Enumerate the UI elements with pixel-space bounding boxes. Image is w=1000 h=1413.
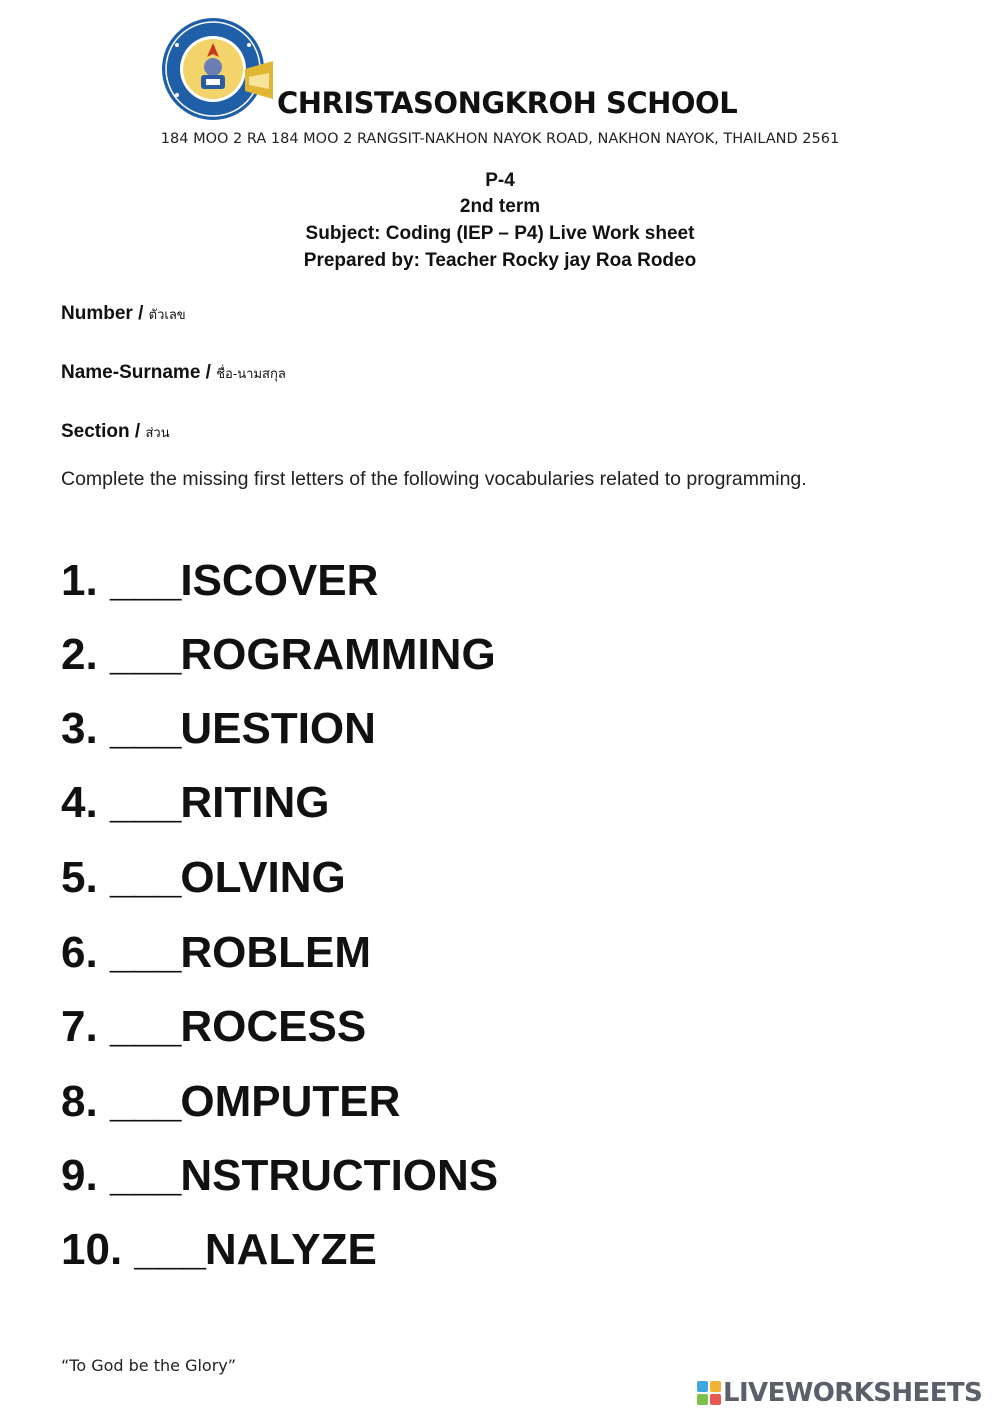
vocab-blank[interactable]: ___ [109, 853, 181, 902]
vocab-blank[interactable]: ___ [109, 928, 181, 977]
vocab-item-9 [61, 1151, 498, 1201]
vocab-word: NSTRUCTIONS [180, 1151, 499, 1200]
vocab-item-5 [61, 853, 346, 903]
vocab-blank[interactable]: ___ [109, 778, 181, 827]
number-field [61, 303, 186, 325]
vocab-word: ROGRAMMING [180, 630, 496, 679]
vocab-number: 3. [61, 704, 98, 753]
section-field [61, 421, 170, 443]
vocab-number: 2. [61, 630, 98, 679]
vocab-number: 8. [61, 1077, 98, 1126]
section-field-thai: ส่วน [145, 426, 170, 441]
liveworksheets-brand-text: LIVEWORKSHEETS [723, 1378, 983, 1408]
vocab-blank[interactable]: ___ [109, 1002, 181, 1051]
school-address: 184 MOO 2 RA 184 MOO 2 RANGSIT-NAKHON NAYOK ROAD, NAKHON NAYOK, THAILAND 2561 [160, 131, 840, 147]
name-surname-field-thai: ชื่อ-นามสกุล [216, 367, 286, 382]
vocab-word: NALYZE [204, 1225, 377, 1274]
vocab-item-8 [61, 1077, 400, 1127]
name-surname-field [61, 362, 286, 384]
vocab-word: UESTION [180, 704, 376, 753]
vocab-number: 1. [61, 556, 98, 605]
section-field-label: Section / [61, 421, 141, 442]
vocab-blank[interactable]: ___ [109, 630, 181, 679]
vocab-number: 6. [61, 928, 98, 977]
term-label: 2nd term [459, 196, 541, 217]
vocab-word: ROCESS [180, 1002, 367, 1051]
vocab-blank[interactable]: ___ [109, 704, 181, 753]
grade-label: P-4 [485, 170, 515, 191]
vocab-number: 10. [61, 1225, 123, 1274]
prepared-by-label: Prepared by: Teacher Rocky jay Roa Rodeo [303, 250, 697, 271]
vocab-number: 5. [61, 853, 98, 902]
vocab-word: ROBLEM [180, 928, 372, 977]
liveworksheets-brand [697, 1378, 982, 1408]
vocab-number: 4. [61, 778, 98, 827]
instructions: Complete the missing first letters of the following vocabularies related to programming. [61, 468, 807, 490]
vocab-item-4 [61, 778, 329, 828]
vocab-item-3 [61, 704, 376, 754]
vocab-blank[interactable]: ___ [109, 556, 181, 605]
vocab-number: 9. [61, 1151, 98, 1200]
vocab-item-10 [61, 1225, 377, 1275]
vocab-blank[interactable]: ___ [109, 1151, 181, 1200]
number-field-label: Number / [61, 303, 144, 324]
vocab-blank[interactable]: ___ [134, 1225, 205, 1274]
school-name: CHRISTASONGKROH SCHOOL [277, 86, 738, 120]
vocab-item-1 [61, 556, 378, 606]
vocab-item-2 [61, 630, 496, 680]
vocab-word: RITING [180, 778, 330, 827]
vocab-item-7 [61, 1002, 366, 1052]
school-logo [157, 17, 275, 123]
footer-quote: “To God be the Glory” [61, 1356, 237, 1375]
number-field-thai: ตัวเลข [148, 308, 186, 323]
vocab-item-6 [61, 928, 371, 978]
liveworksheets-logo-icon [697, 1381, 721, 1405]
vocab-blank[interactable]: ___ [109, 1077, 181, 1126]
name-surname-field-label: Name-Surname / [61, 362, 211, 383]
vocab-word: OMPUTER [180, 1077, 401, 1126]
vocab-word: OLVING [180, 853, 346, 902]
vocab-word: ISCOVER [180, 556, 379, 605]
vocab-number: 7. [61, 1002, 98, 1051]
subject-label: Subject: Coding (IEP – P4) Live Work sheet [305, 223, 695, 244]
